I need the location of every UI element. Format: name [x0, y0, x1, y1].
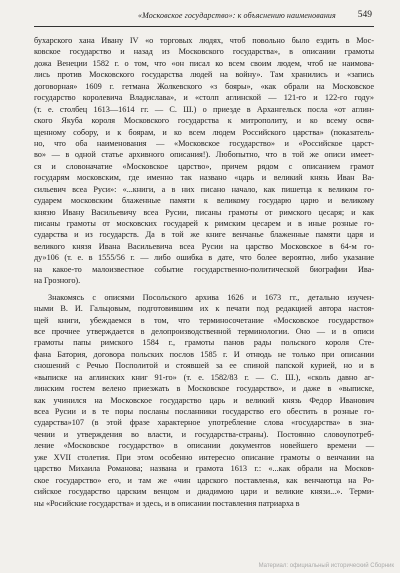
text-line: сильевич всеа Руси»: «...книги, а в них писано начало, как пишетца к великим го-: [34, 184, 374, 194]
text-line: как учинился на Московское государство царь и великий князь Федор Иванович: [34, 395, 374, 405]
text-line: сношений с Речью Посполитой и стоявшей за ее спиной папской курией, но и в: [34, 361, 374, 371]
text-line: ду»106 (т. е. в 1555/56 г. — либо ошибка в дате, что более вероятно, либо указание: [34, 253, 374, 263]
text-line: ными В. И. Гальцовым, подготовившим их к печати под редакцией автора настоя-: [34, 304, 374, 314]
page-header: [34, 10, 374, 27]
text-line: на Грозного).: [34, 276, 81, 286]
text-line: писаны грамоты от московских государей к римским цесарем и в иные розные го-: [34, 219, 374, 228]
text-line: во» — в одной статье архивного описания!). Любопытно, что в той же описи имеет-: [34, 150, 374, 160]
text-line: всеа Русии и в те поры посланы посланники государство его обестить в розные го-: [34, 407, 374, 416]
text-line: дожа Венеции 1582 г. о том, что «он писал ко всем своим людем, чтоб не наимова-: [34, 58, 374, 68]
watermark: Материал: официальный исторический Сборник: [258, 563, 394, 569]
text-line: (т. е. столбец 1613—1614 гг. — С. Ш.) о приезде в Архангельск посла «от аглин-: [34, 104, 374, 114]
text-line: все прочнее утверждается в делопроизводственной терминологии. Оно — и в описи: [34, 326, 374, 336]
running-head: «Московское государство»: к объяснению наименования: [138, 11, 336, 20]
text-line: ского Якуба короля Московского государства к митрополиту, и ко всему освя-: [34, 116, 374, 126]
text-line: ся и словоначатие «Московское царство», причем рядом с описанием грамот: [34, 161, 374, 171]
text-line: государям московским, где именно так названо «царь и великий князь Иван Ва-: [34, 173, 374, 183]
text-line: уже XVII столетия. При этом особенно интересно описание грамоты о венчании на: [34, 452, 374, 462]
text-line: чении и утверждения во власти, и государства-страны). Постоянно словоупотреб-: [34, 429, 374, 439]
text-line: великого князя Ивана Васильевича всеа Русии на царство Московское в 64-м го-: [34, 241, 374, 251]
text-line: линским гостем велено приезжать в Московское государство», и даже в «выписке,: [34, 384, 374, 394]
paragraph: [34, 292, 374, 509]
body-text: [34, 35, 374, 509]
text-line: щей книги, убеждаемся в том, что терминосочетание «Московское государство»: [34, 315, 374, 325]
text-line: царство Михаила Романова; названа и грамота 1613 г.: «...как обрали на Москов-: [34, 464, 374, 474]
text-line: государство королевича Владислава», и «столп аглинской — 121-го и 122-го году»: [34, 93, 374, 103]
text-line: князю Ивану Васильевичу всеа Русии, писаны грамоты от римского цесаря; и как: [34, 207, 374, 217]
text-line: «выписке на аглинских книг 91-го» (т. е. 1582/83 г. — С. Ш.), «сколь давно аг-: [34, 372, 374, 382]
text-line: ление «Московское государство» в описании документов новейшего времени —: [34, 441, 374, 451]
text-line: сударства»107 (в этой фразе характерное употребление слова «государства» в зна-: [34, 418, 374, 428]
page-number: 549: [357, 10, 372, 20]
text-line: фана Батория, договора польских послов 1585 г. И отнюдь не только при описании: [34, 349, 374, 359]
text-line: на какое-то малоизвестное событие государственно-политической биографии Ива-: [34, 264, 374, 274]
text-line: договорная» 1609 г. гетмана Жолкевского «з бояры», «как обрали на Московское: [34, 81, 374, 91]
text-line: но, что оба наименования — «Московское государство» и «Российское царст-: [34, 138, 374, 148]
text-line: сийское государство царским венцом и диадимою цари и великие князи...». Терми-: [34, 487, 374, 497]
paragraph: [34, 35, 374, 287]
text-line: Знакомясь с описями Посольского архива 1626 и 1673 гг., детально изучен-: [48, 292, 374, 302]
text-line: сударем московским блаженные памяти к великому государю царю и великому: [34, 196, 374, 206]
text-line: ское государство» его, и там же «чин царского поставленья, как венчаютца на Ро-: [34, 475, 374, 485]
text-line: бухарского хана Ивану IV «о торговых людях, чтоб повольно было ездить в Мос-: [34, 36, 374, 45]
text-line: грамоты папы римского 1584 г., грамоты панов рады польского короля Сте-: [34, 338, 374, 348]
text-line: лись против Московского государства людей на войну». Там хранились и «запись: [34, 70, 374, 80]
text-line: сударства и из государств. Да в той же книге венчанье блаженные памяти царя и: [34, 230, 374, 240]
text-line: ковское государство и назад из Московского государства», в описании грамоты: [34, 47, 374, 57]
text-line: щенному собору, и к боярам, и ко всем людем Российского царства» (показатель-: [34, 127, 374, 137]
text-line: ны «Росийские государства» и здесь, и в описании поставления патриарха в: [34, 498, 300, 508]
